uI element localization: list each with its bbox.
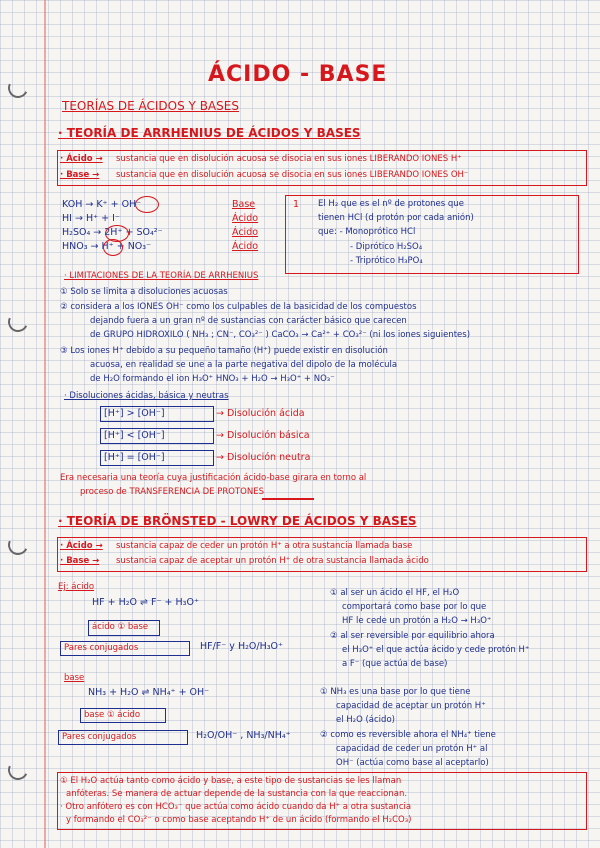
pairs-label: Pares conjugados: [62, 732, 137, 742]
example-note: ① NH₃ es una base por lo que tiene: [320, 687, 471, 697]
acid-def-label: · Ácido →: [60, 541, 103, 551]
acid-def-text: sustancia que en disolución acuosa se disocia en sus iones LIBERANDO IONES H⁺: [116, 154, 462, 164]
equation: HNO₃ → H⁺ + NO₃⁻: [62, 241, 152, 252]
example-note: capacidad de ceder un protón H⁺ al: [336, 744, 488, 754]
equation: KOH → K⁺ + OH⁻: [62, 199, 142, 210]
conclusion-text: proceso de TRANSFERENCIA DE PROTONES: [80, 487, 264, 497]
base-def-text: sustancia que en disolución acuosa se disocia en sus iones LIBERANDO IONES OH⁻: [116, 170, 469, 180]
solution-eq: [H⁺] < [OH⁻]: [104, 430, 165, 441]
note-text: que: - Monoprótico HCl: [318, 227, 416, 237]
example-label: Ej: ácido: [58, 582, 95, 592]
limitation-item: ③ Los iones H⁺ debido a su pequeño tamaño (H⁺) puede existir en disolución: [60, 346, 388, 356]
ion-circle: [135, 196, 159, 213]
example-note: el H₃O⁺ el que actúa ácido y cede protón H⁺: [342, 645, 530, 655]
ion-circle: [103, 239, 123, 256]
equation: NH₃ + H₂O ⇌ NH₄⁺ + OH⁻: [88, 687, 210, 698]
pairs-text: HF/F⁻ y H₂O/H₃O⁺: [200, 641, 284, 652]
heading-arrhenius: · TEORÍA DE ARRHENIUS DE ÁCIDOS Y BASES: [58, 126, 361, 140]
example-note: capacidad de aceptar un protón H⁺: [336, 701, 486, 711]
conclusion-text: Era necesaria una teoría cuya justificación ácido-base girara en torno al: [60, 473, 367, 483]
page-title: ÁCIDO - BASE: [208, 62, 388, 87]
solutions-heading: · Disoluciones ácidas, básica y neutras: [64, 391, 229, 401]
equation: HF + H₂O ⇌ F⁻ + H₃O⁺: [92, 597, 199, 608]
example-note: OH⁻ (actúa como base al aceptarlo): [336, 758, 489, 768]
role-labels: base ① ácido: [84, 710, 141, 720]
example-note: HF le cede un protón a H₂O → H₃O⁺: [342, 616, 492, 626]
acid-def-label: · Ácido →: [60, 154, 103, 164]
solution-text: → Disolución ácida: [216, 408, 305, 419]
example-note: ① al ser un ácido el HF, el H₂O: [330, 588, 460, 598]
note-text: El H₂ que es el nº de protones que: [318, 199, 464, 209]
footnote-text: y formando el CO₃²⁻ o como base aceptando H⁺ de un ácido (formando el H₂CO₃): [66, 815, 412, 825]
example-note: el H₂O (ácido): [336, 715, 395, 725]
note-text: - Triprótico H₃PO₄: [350, 256, 423, 266]
equation: HI → H⁺ + I⁻: [62, 213, 120, 224]
example-note: ② como es reversible ahora el NH₄⁺ tiene: [320, 730, 496, 740]
limitation-item: de H₂O formando el ion H₃O⁺ HNO₃ + H₂O → H₃O⁺ + NO₃⁻: [90, 374, 335, 384]
footnote-text: · Otro anfótero es con HCO₃⁻ que actúa como ácido cuando da H⁺ a otra sustancia: [60, 802, 412, 812]
type-label: Ácido: [232, 213, 259, 224]
heading-theories: TEORÍAS DE ÁCIDOS Y BASES: [62, 99, 239, 113]
solution-text: → Disolución neutra: [216, 452, 311, 463]
margin-line: [44, 0, 46, 848]
role-labels: ácido ① base: [92, 622, 149, 632]
example-note: comportará como base por lo que: [342, 602, 487, 612]
solution-text: → Disolución básica: [216, 430, 310, 441]
example-note: a F⁻ (que actúa de base): [342, 659, 448, 669]
limitation-item: ① Solo se limita a disoluciones acuosas: [60, 287, 228, 297]
solution-eq: [H⁺] = [OH⁻]: [104, 452, 165, 463]
acid-def-text: sustancia capaz de ceder un protón H⁺ a otra sustancia llamada base: [116, 541, 413, 551]
equation: H₂SO₄ → 2H⁺ + SO₄²⁻: [62, 227, 163, 238]
type-label: Base: [232, 199, 256, 210]
base-label: base: [64, 673, 85, 683]
solution-eq: [H⁺] > [OH⁻]: [104, 408, 165, 419]
pairs-text: H₂O/OH⁻ , NH₃/NH₄⁺: [196, 730, 291, 741]
type-label: Ácido: [232, 227, 259, 238]
heading-bronsted: · TEORÍA DE BRÖNSTED - LOWRY DE ÁCIDOS Y BASES: [58, 514, 417, 528]
limitation-item: de GRUPO HIDROXILO ( NH₃ ; CN⁻, CO₃²⁻ ) CaCO₃ → Ca²⁺ + CO₃²⁻ (ni los iones siguientes): [90, 330, 471, 340]
limitation-item: dejando fuera a un gran nº de sustancias con carácter básico que carecen: [90, 316, 407, 326]
base-def-label: · Base →: [60, 556, 100, 566]
footnote-text: ① El H₂O actúa tanto como ácido y base, a este tipo de sustancias se les llaman: [60, 776, 402, 786]
pairs-label: Pares conjugados: [64, 643, 139, 653]
limitations-heading: · LIMITACIONES DE LA TEORÍA DE ARRHENIUS: [64, 271, 259, 281]
note-text: tienen HCl (d protón por cada anión): [318, 213, 474, 223]
limitation-item: acuosa, en realidad se une a la parte negativa del dipolo de la molécula: [90, 360, 398, 370]
note-text: - Diprótico H₂SO₄: [350, 242, 423, 252]
example-note: ② al ser reversible por equilibrio ahora: [330, 631, 495, 641]
underline: [262, 498, 314, 500]
limitation-item: ② considera a los IONES OH⁻ como los culpables de la basicidad de los compuestos: [60, 302, 417, 312]
base-def-text: sustancia capaz de aceptar un protón H⁺ de otra sustancia llamada ácido: [116, 556, 429, 566]
type-label: Ácido: [232, 241, 259, 252]
note-number: 1: [293, 199, 300, 210]
base-def-label: · Base →: [60, 170, 100, 180]
footnote-text: anfóteras. Se manera de actuar depende de la sustancia con la que reaccionan.: [66, 789, 408, 799]
